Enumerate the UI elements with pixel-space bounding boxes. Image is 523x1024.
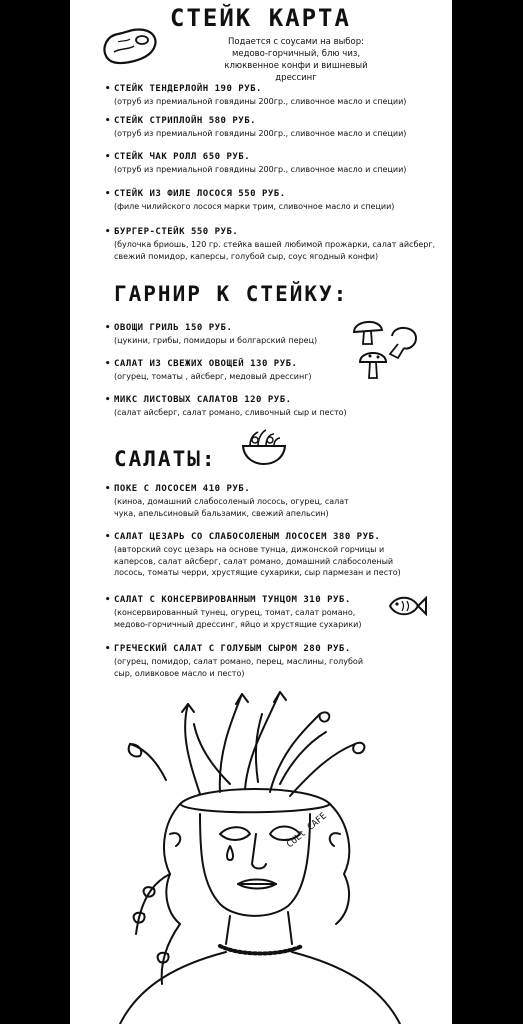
steak-title: СТЕЙК КАРТА — [170, 4, 351, 32]
menu-item — [114, 359, 444, 383]
garnish-title: ГАРНИР К СТЕЙКУ: — [114, 282, 349, 306]
head-illustration — [70, 684, 452, 1024]
menu-item — [114, 189, 444, 213]
item-name: • СТЕЙК ИЗ ФИЛЕ ЛОСОСЯ 550 РУБ. — [114, 189, 444, 199]
item-desc: (отруб из премиальной говядины 200гр., сливочное масло и специи) — [114, 129, 407, 138]
face-text: CULt CAFE — [285, 811, 329, 851]
item-name: • МИКС ЛИСТОВЫХ САЛАТОВ 120 РУБ. — [114, 395, 444, 405]
fish-icon — [386, 591, 428, 621]
menu-item — [114, 323, 444, 347]
item-name: • САЛАТ С КОНСЕРВИРОВАННЫМ ТУНЦОМ 310 РУБ. — [114, 595, 444, 605]
item-name: • СТЕЙК ЧАК РОЛЛ 650 РУБ. — [114, 152, 444, 162]
item-name: • ОВОЩИ ГРИЛЬ 150 РУБ. — [114, 323, 444, 333]
salads-title: САЛАТЫ: — [114, 447, 217, 471]
menu-item — [114, 152, 444, 176]
menu-page — [70, 0, 452, 1024]
menu-item — [114, 227, 444, 262]
item-desc: (отруб из премиальной говядины 200гр., сливочное масло и специи) — [114, 97, 407, 106]
menu-item — [114, 84, 444, 108]
item-name: • САЛАТ ЦЕЗАРЬ СО СЛАБОСОЛЕНЫМ ЛОСОСЕМ 380 РУБ. — [114, 532, 444, 542]
item-desc: (отруб из премиальной говядины 200гр., сливочное масло и специи) — [114, 165, 407, 174]
item-desc: (филе чилийского лосося марки трим, сливочное масло и специи) — [114, 202, 395, 211]
steak-icon — [100, 26, 160, 68]
menu-item — [114, 532, 444, 579]
item-name: • СТЕЙК СТРИПЛОЙН 580 РУБ. — [114, 116, 444, 126]
item-desc: (булочка бриошь, 120 гр. стейка вашей любимой прожарки, салат айсберг, свежий помидор, каперсы, голубой сыр, соус ягодный конфи) — [114, 240, 436, 261]
item-desc: (салат айсберг, салат романо, сливочный сыр и песто) — [114, 408, 347, 417]
menu-item — [114, 116, 444, 140]
salad-bowl-icon — [240, 426, 288, 466]
menu-item — [114, 484, 444, 519]
steak-intro: Подается с соусами на выбор: медово-горчичный, блю чиз, клюквенное конфи и вишневый дрессинг — [224, 37, 368, 83]
item-desc: (авторский соус цезарь на основе тунца, дижонской горчицы и каперсов, салат айсберг, салат романо, домашний слабосоленый лосось, томаты черри, хрустящие сухарики, сыр пармезан и песто) — [114, 545, 401, 577]
item-name: • САЛАТ ИЗ СВЕЖИХ ОВОЩЕЙ 130 РУБ. — [114, 359, 444, 369]
item-name: • СТЕЙК ТЕНДЕРЛОЙН 190 РУБ. — [114, 84, 444, 94]
item-name: • ГРЕЧЕСКИЙ САЛАТ С ГОЛУБЫМ СЫРОМ 280 РУБ. — [114, 644, 444, 654]
item-name: • ПОКЕ С ЛОСОСЕМ 410 РУБ. — [114, 484, 444, 494]
item-desc: (огурец, томаты , айсберг, медовый дрессинг) — [114, 372, 312, 381]
menu-item — [114, 395, 444, 419]
menu-item — [114, 644, 444, 679]
item-desc: (консервированный тунец, огурец, томат, салат романо, медово-горчичный дрессинг, яйцо и хрустящие сухарики) — [114, 608, 362, 629]
item-desc: (цукини, грибы, помидоры и болгарский перец) — [114, 336, 318, 345]
item-desc: (киноа, домашний слабосоленый лосось, огурец, салат чука, апельсиновый бальзамик, свежий апельсин) — [114, 497, 349, 518]
item-name: • БУРГЕР-СТЕЙК 550 РУБ. — [114, 227, 444, 237]
item-desc: (огурец, помидор, салат романо, перец, маслины, голубой сыр, оливковое масло и песто) — [114, 657, 364, 678]
